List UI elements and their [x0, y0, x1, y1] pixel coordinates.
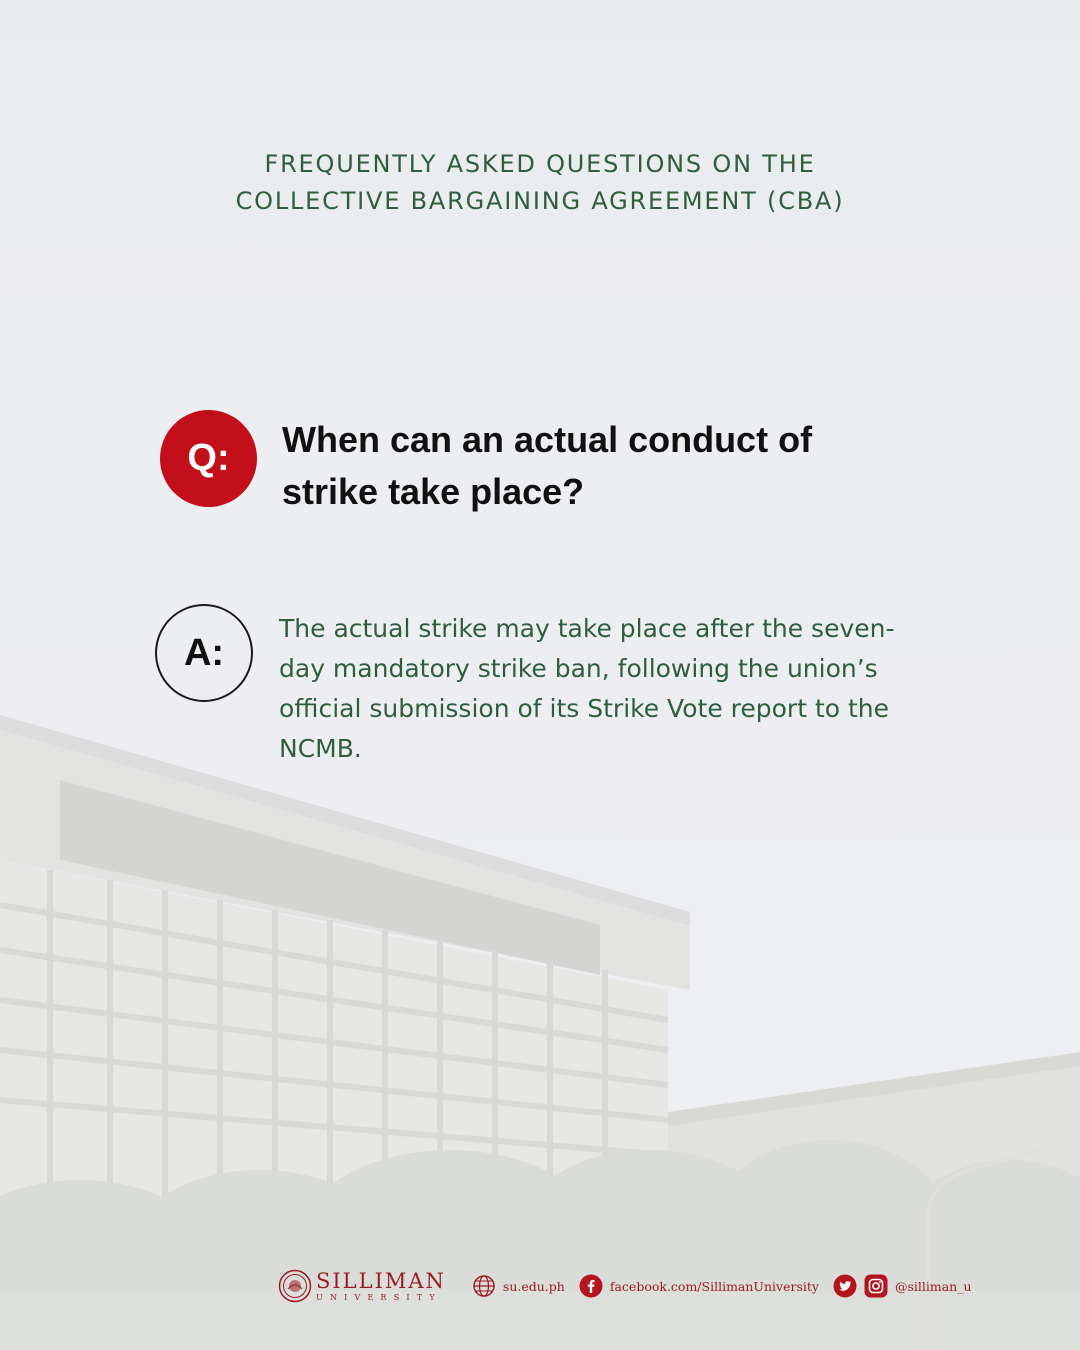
instagram-icon[interactable] [864, 1274, 888, 1298]
facebook-link[interactable]: facebook.com/SillimanUniversity [609, 1278, 819, 1294]
answer-text: The actual strike may take place after the seven-day mandatory strike ban, following the union’s official submission of its Strike Vote report to the NCMB. [279, 614, 895, 763]
question-badge: Q: [160, 410, 257, 507]
university-logo [316, 1268, 446, 1302]
page-title [0, 146, 1080, 220]
globe-icon [472, 1274, 496, 1298]
brand-subtitle: UNIVERSITY [316, 1292, 442, 1302]
twitter-icon[interactable] [833, 1274, 857, 1298]
question-text: When can an actual conduct of strike take place? [282, 419, 813, 512]
answer-badge: A: [155, 604, 253, 702]
brand-name: SILLIMAN [316, 1268, 446, 1293]
title-line-2: COLLECTIVE BARGAINING AGREEMENT (CBA) [235, 187, 845, 215]
title-line-1: FREQUENTLY ASKED QUESTIONS ON THE [264, 150, 816, 178]
facebook-icon[interactable] [579, 1274, 603, 1298]
footer [278, 1268, 982, 1304]
social-handle[interactable]: @silliman_u [894, 1278, 972, 1294]
university-seal-icon [278, 1269, 312, 1303]
website-link[interactable]: su.edu.ph [502, 1278, 565, 1294]
